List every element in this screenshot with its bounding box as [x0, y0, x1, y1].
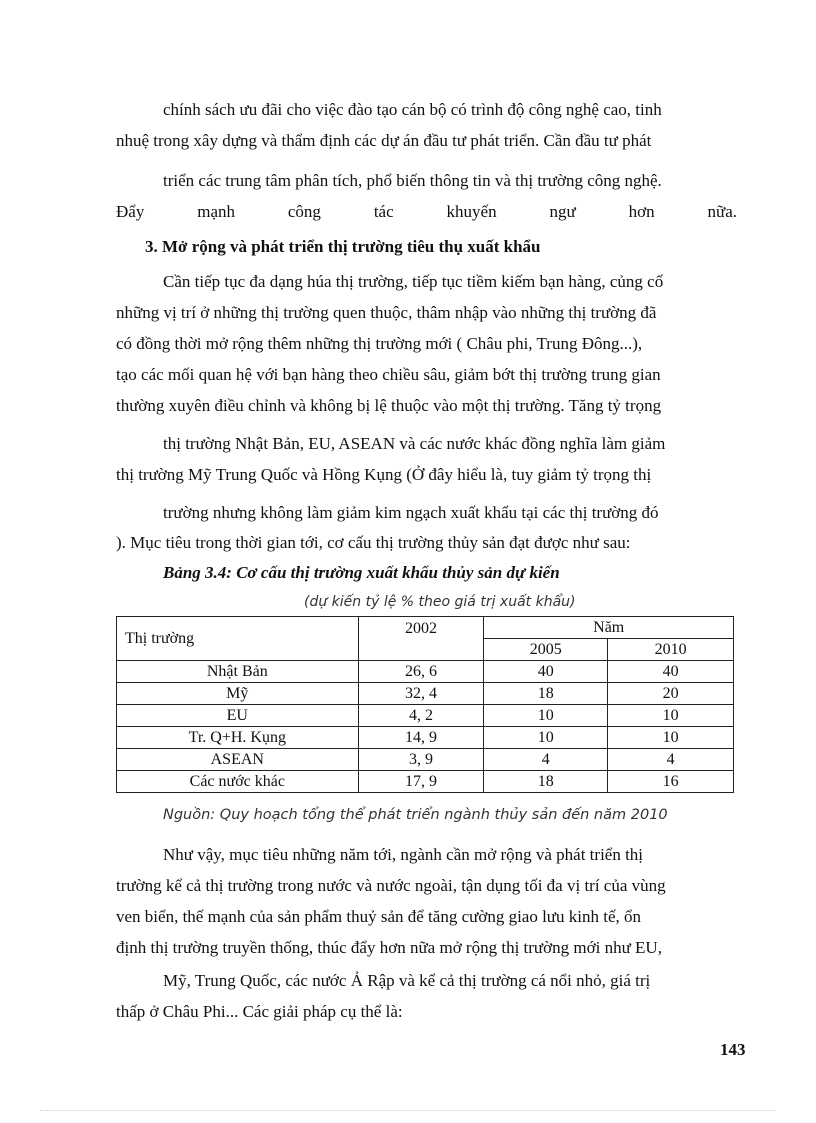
word: khuyến	[446, 202, 497, 221]
cell-2005: 10	[484, 727, 608, 749]
cell-market: Nhật Bản	[117, 661, 359, 683]
cell-market: Mỹ	[117, 683, 359, 705]
cell-2002: 14, 9	[358, 727, 484, 749]
cell-2005: 4	[484, 749, 608, 771]
cell-2002: 26, 6	[358, 661, 484, 683]
cell-2002: 4, 2	[358, 705, 484, 727]
header-year-group: Năm	[484, 617, 734, 639]
header-2010: 2010	[608, 639, 734, 661]
table-row	[117, 661, 734, 683]
text-line: những vị trí ở những thị trường quen thuộc, thâm nhập vào những thị trường đã	[116, 303, 657, 322]
text-line: tạo các mối quan hệ với bạn hàng theo chiều sâu, giảm bớt thị trường trung gian	[116, 365, 661, 384]
table-row	[117, 771, 734, 793]
text-line: trường kể cả thị trường trong nước và nước ngoài, tận dụng tối đa vị trí của vùng	[116, 876, 666, 895]
text-line: Cần tiếp tục đa dạng húa thị trường, tiếp tục tiềm kiếm bạn hàng, củng cố	[163, 272, 664, 291]
cell-market: ASEAN	[117, 749, 359, 771]
cell-2005: 18	[484, 771, 608, 793]
text-line: nhuệ trong xây dựng và thẩm định các dự án đầu tư phát triển. Cần đầu tư phát	[116, 131, 652, 150]
cell-2002: 17, 9	[358, 771, 484, 793]
text-line: ). Mục tiêu trong thời gian tới, cơ cấu thị trường thủy sản đạt được như sau:	[116, 533, 631, 552]
spread-line	[116, 202, 737, 222]
header-2005: 2005	[484, 639, 608, 661]
text-line: Mỹ, Trung Quốc, các nước Ả Rập và kể cả thị trường cá nổi nhỏ, giá trị	[163, 971, 651, 990]
table-source: Nguồn: Quy hoạch tổng thể phát triển ngành thủy sản đến năm 2010	[163, 807, 668, 823]
word: hơn	[628, 202, 655, 221]
section-heading: 3. Mở rộng và phát triển thị trường tiêu thụ xuất khẩu	[145, 237, 541, 256]
cell-2002: 32, 4	[358, 683, 484, 705]
word: mạnh	[197, 202, 235, 221]
cell-2005: 10	[484, 705, 608, 727]
cell-market: EU	[117, 705, 359, 727]
cell-market: Các nước khác	[117, 771, 359, 793]
table-row	[117, 749, 734, 771]
text-line: thường xuyên điều chỉnh và không bị lệ thuộc vào một thị trường. Tăng tỷ trọng	[116, 396, 662, 415]
page-number: 143	[720, 1040, 746, 1059]
text-line: có đồng thời mở rộng thêm những thị trường mới ( Châu phi, Trung Đông...),	[116, 334, 643, 353]
cell-market: Tr. Q+H. Kụng	[117, 727, 359, 749]
header-2002: 2002	[358, 617, 484, 661]
table-caption: Bảng 3.4: Cơ cấu thị trường xuất khẩu thủy sản dự kiến	[163, 563, 560, 582]
table-row	[117, 683, 734, 705]
text-line: trường nhưng không làm giảm kim ngạch xuất khẩu tại các thị trường đó	[163, 503, 659, 522]
text-line: ven biển, thế mạnh của sản phẩm thuỷ sản để tăng cường giao lưu kinh tế, ổn	[116, 907, 642, 926]
table-row	[117, 705, 734, 727]
table-row	[117, 727, 734, 749]
cell-2005: 18	[484, 683, 608, 705]
word: tác	[373, 202, 394, 221]
text-line: chính sách ưu đãi cho việc đào tạo cán bộ có trình độ công nghệ cao, tinh	[163, 100, 662, 119]
text-line: Như vậy, mục tiêu những năm tới, ngành cần mở rộng và phát triển thị	[163, 845, 644, 864]
text-line: định thị trường truyền thống, thúc đẩy hơn nữa mở rộng thị trường mới như EU,	[116, 938, 662, 957]
word: ngư	[549, 202, 576, 221]
cell-2005: 40	[484, 661, 608, 683]
market-table	[116, 616, 734, 793]
cell-2010: 16	[608, 771, 734, 793]
text-line: thị trường Mỹ Trung Quốc và Hồng Kụng (Ở đây hiểu là, tuy giảm tỷ trọng thị	[116, 465, 652, 484]
text-line: thấp ở Châu Phi... Các giải pháp cụ thể là:	[116, 1002, 403, 1021]
text-line: thị trường Nhật Bản, EU, ASEAN và các nước khác đồng nghĩa làm giảm	[163, 434, 666, 453]
cell-2010: 40	[608, 661, 734, 683]
cell-2010: 20	[608, 683, 734, 705]
word: Đẩy	[116, 202, 145, 221]
header-market: Thị trường	[117, 617, 359, 661]
cell-2010: 10	[608, 705, 734, 727]
cell-2002: 3, 9	[358, 749, 484, 771]
text-line: triển các trung tâm phân tích, phổ biến thông tin và thị trường công nghệ.	[163, 171, 662, 190]
cell-2010: 10	[608, 727, 734, 749]
cell-2010: 4	[608, 749, 734, 771]
table-subcaption: (dự kiến tỷ lệ % theo giá trị xuất khẩu)	[304, 594, 576, 610]
word: nữa.	[707, 202, 737, 221]
word: công	[287, 202, 321, 221]
footer-divider	[40, 1110, 776, 1111]
